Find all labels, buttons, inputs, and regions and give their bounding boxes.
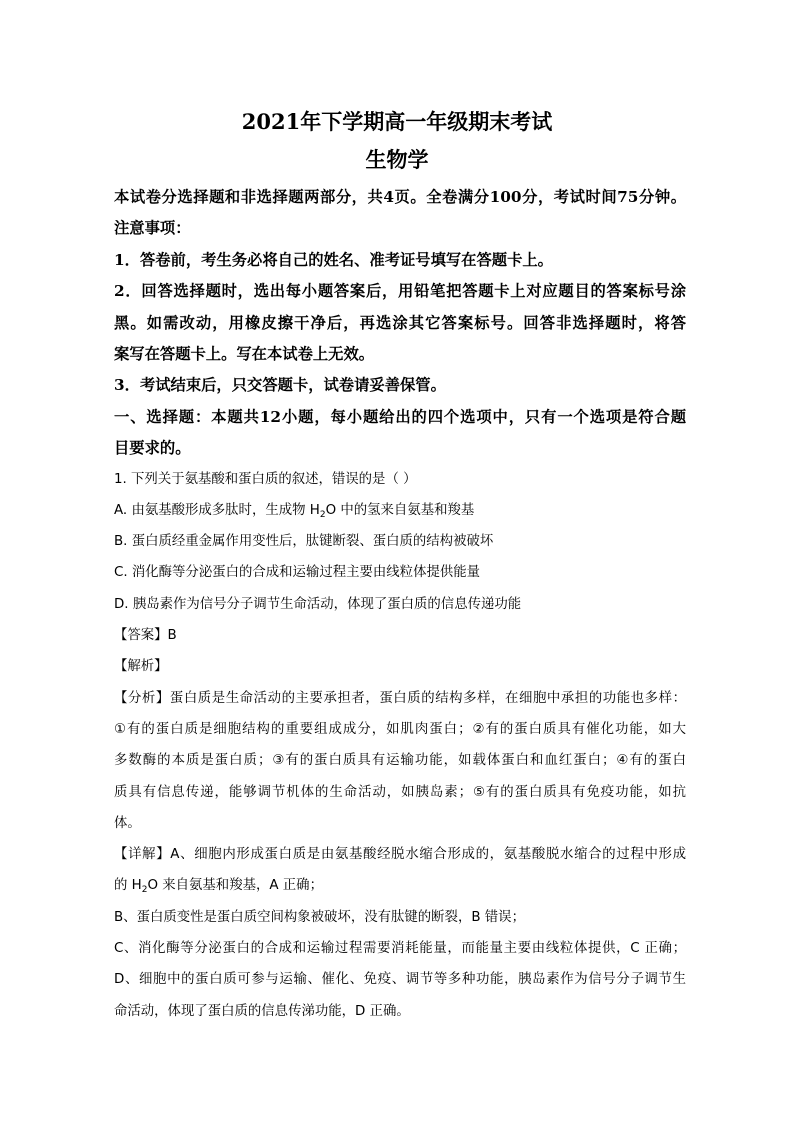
option-a	[114, 499, 686, 518]
notice-item-3: 3．考试结束后，只交答题卡，试卷请妥善保管。	[114, 376, 446, 394]
analysis-line-2: ①有的蛋白质是细胞结构的重要组成成分，如肌肉蛋白；②有的蛋白质具有催化功能，如大	[114, 722, 686, 737]
subject-title: 生物学	[365, 147, 429, 172]
option-a-text-end: O 中的氢来自氨基和羧基	[325, 503, 475, 518]
detail-d-line-2: 命活动，体现了蛋白质的信息传涕功能，D 正确。	[114, 1004, 410, 1019]
section-heading-line-1: 一、选择题：本题共12小题，每小题给出的四个选项中，只有一个选项是符合题	[114, 408, 686, 426]
detail-d-line-1: D、细胞中的蛋白质可参与运输、催化、免疫、调节等多种功能，胰岛素作为信号分子调节生	[114, 972, 686, 987]
detail-line-1: 【详解】A、细胞内形成蛋白质是由氨基酸经脱水缩合形成的，氨基酸脱水缩合的过程中形成	[114, 847, 686, 862]
analysis-line-5: 体。	[114, 816, 141, 831]
option-a-text: A. 由氨基酸形成多肽时，生成物 H	[114, 503, 320, 518]
notice-item-1: 1．答卷前，考生务必将自己的姓名、准考证号填写在答题卡上。	[114, 251, 553, 269]
notice-item-2-line-2: 黑。如需改动，用橡皮擦干净后，再选涂其它答案标号。回答非选择题时，将答	[114, 314, 686, 332]
exam-title: 2021年下学期高一年级期末考试	[241, 109, 553, 134]
detail-line-2-subscript: 2	[141, 885, 148, 895]
analysis-label: 【解析】	[114, 659, 168, 674]
option-c: C. 消化酶等分泌蛋白的合成和运输过程主要由线粒体提供能量	[114, 565, 481, 580]
analysis-line-3: 多数酶的本质是蛋白质；③有的蛋白质具有运输功能，如载体蛋白和血红蛋白；④有的蛋白	[114, 753, 686, 768]
analysis-line-4: 质具有信息传递，能够调节机体的生命活动，如胰岛素；⑤有的蛋白质具有免疫功能，如抗	[114, 785, 686, 800]
section-heading-line-2: 目要求的。	[114, 439, 191, 457]
answer-line: 【答案】B	[114, 628, 177, 643]
exam-intro: 本试卷分选择题和非选择题两部分，共4页。全卷满分100分，考试时间75分钟。	[114, 188, 686, 206]
option-b: B. 蛋白质经重金属作用变性后，肽键断裂、蛋白质的结构被破坏	[114, 534, 494, 549]
detail-c: C、消化酶等分泌蛋白的合成和运输过程需要消耗能量，而能量主要由线粒体提供，C 正确；	[114, 941, 686, 956]
notice-item-2-line-1: 2．回答选择题时，选出每小题答案后，用铅笔把答题卡上对应题目的答案标号涂	[114, 282, 686, 300]
detail-line-2-text-end: O 来自氨基和羧基，A 正确；	[147, 878, 323, 893]
notice-heading: 注意事项：	[114, 219, 191, 237]
option-d: D. 胰岛素作为信号分子调节生命活动，体现了蛋白质的信息传递功能	[114, 597, 522, 612]
detail-line-2-text: 的 H	[114, 878, 142, 893]
detail-line-2	[114, 874, 686, 893]
option-a-subscript: 2	[319, 510, 326, 520]
notice-item-2-line-3: 案写在答题卡上。写在本试卷上无效。	[114, 345, 375, 363]
analysis-line-1: 【分析】蛋白质是生命活动的主要承担者，蛋白质的结构多样，在细胞中承担的功能也多样：	[114, 691, 686, 706]
detail-b: B、蛋白质变性是蛋白质空间构象被破坏，没有肽键的断裂，B 错误；	[114, 910, 525, 925]
question-stem: 1. 下列关于氨基酸和蛋白质的叙述，错误的是（ ）	[114, 472, 417, 487]
